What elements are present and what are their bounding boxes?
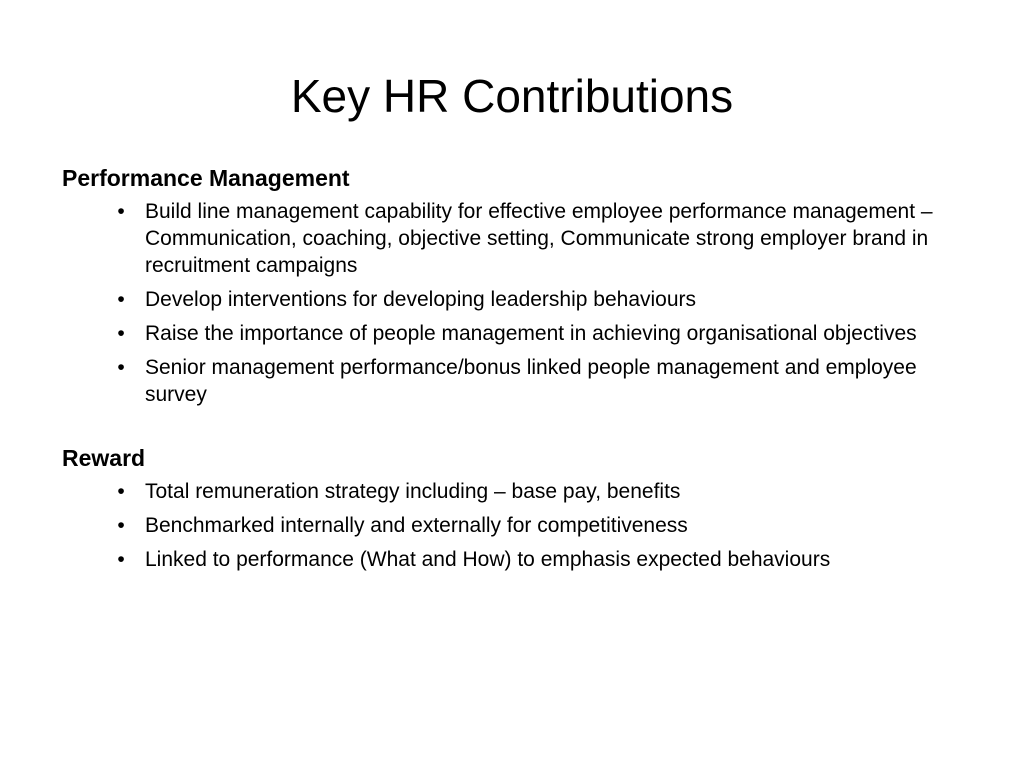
bullet-item (62, 354, 972, 408)
bullet-text: Build line management capability for effective employee performance management – Communication, coaching, objective setting, Communicate strong employer brand in recruitment campaigns (145, 200, 933, 277)
bullet-text: Benchmarked internally and externally for competitiveness (145, 514, 688, 537)
slide-title: Key HR Contributions (290, 70, 734, 122)
bullet-icon: • (117, 548, 125, 571)
section-heading: Reward (62, 445, 146, 471)
slide-content (62, 162, 972, 580)
bullet-icon: • (117, 200, 125, 223)
bullet-item (62, 512, 972, 539)
bullet-text: Develop interventions for developing leadership behaviours (145, 288, 697, 311)
bullet-icon: • (117, 356, 125, 379)
bullet-icon: • (117, 288, 125, 311)
bullet-text: Senior management performance/bonus linked people management and employee survey (145, 356, 917, 406)
bullet-icon: • (117, 322, 125, 345)
bullet-text: Raise the importance of people management in achieving organisational objectives (145, 322, 917, 345)
bullet-list (62, 478, 972, 573)
section-reward (62, 442, 972, 573)
bullet-text: Total remuneration strategy including – base pay, benefits (145, 480, 681, 503)
section-performance-management (62, 162, 972, 408)
bullet-item (62, 198, 972, 279)
bullet-item (62, 546, 972, 573)
bullet-icon: • (117, 514, 125, 537)
bullet-list (62, 198, 972, 408)
bullet-text: Linked to performance (What and How) to emphasis expected behaviours (145, 548, 831, 571)
bullet-item (62, 478, 972, 505)
bullet-icon: • (117, 480, 125, 503)
bullet-item (62, 320, 972, 347)
section-heading: Performance Management (62, 165, 350, 191)
bullet-item (62, 286, 972, 313)
